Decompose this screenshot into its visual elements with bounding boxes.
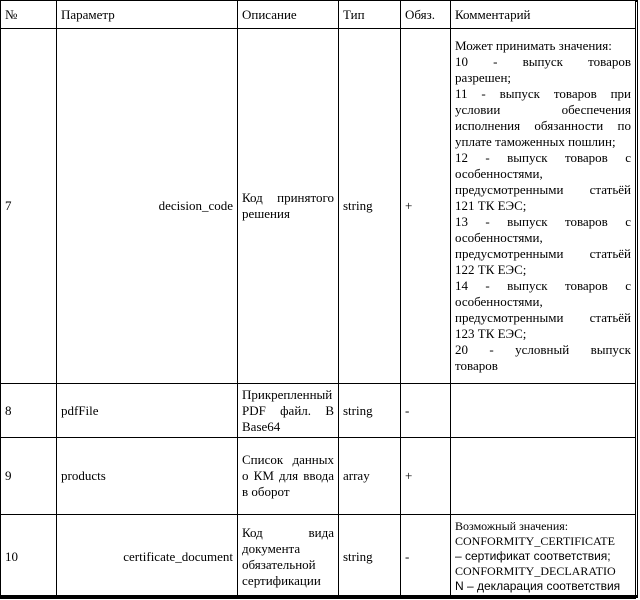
comment-line: уплате таможенных пошлин; <box>455 134 616 149</box>
cell-num: 8 <box>1 384 57 438</box>
cell-param: decision_code <box>57 29 238 384</box>
cell-comment <box>451 438 636 515</box>
comment-line: Может принимать значения: <box>455 38 612 53</box>
header-type: Тип <box>339 1 401 29</box>
cell-type: array <box>339 438 401 515</box>
header-row <box>1 1 636 29</box>
comment-line: особенностями, <box>455 294 543 309</box>
comment-line: исполнения обязанности по <box>455 118 631 133</box>
cell-num: 10 <box>1 515 57 599</box>
comment-line: N – декларация соответствия <box>455 579 621 593</box>
comment-line: – сертификат соответствия; <box>455 549 611 563</box>
header-num: № <box>1 1 57 29</box>
header-desc: Описание <box>238 1 339 29</box>
cell-desc: Список данных о КМ для ввода в оборот <box>238 438 339 515</box>
header-req: Обяз. <box>401 1 451 29</box>
header-param: Параметр <box>57 1 238 29</box>
table-row <box>1 438 636 515</box>
cell-type: string <box>339 515 401 599</box>
comment-line: разрешен; <box>455 70 512 85</box>
comment-line: CONFORMITY_DECLARATIO <box>455 564 616 578</box>
cell-comment <box>451 515 636 599</box>
comment-line: 11 - выпуск товаров при <box>455 86 631 101</box>
comment-line: 121 ТК ЕЭС; <box>455 198 527 213</box>
comment-line: CONFORMITY_CERTIFICATE <box>455 534 615 548</box>
comment-line: предусмотренными статьёй <box>455 246 631 261</box>
cell-num: 9 <box>1 438 57 515</box>
cell-comment <box>451 384 636 438</box>
table-row <box>1 29 636 384</box>
cell-type: string <box>339 29 401 384</box>
cell-desc: Код принятого решения <box>238 29 339 384</box>
comment-line: 10 - выпуск товаров <box>455 54 631 69</box>
cell-desc: Код вида документа обязательной сертификации <box>238 515 339 599</box>
cell-num: 7 <box>1 29 57 384</box>
comment-line: предусмотренными статьёй <box>455 182 631 197</box>
comment-line: 20 - условный выпуск <box>455 342 631 357</box>
cell-type: string <box>339 384 401 438</box>
cell-param: pdfFile <box>57 384 238 438</box>
comment-line: 13 - выпуск товаров с <box>455 214 631 229</box>
comment-line: особенностями, <box>455 166 543 181</box>
comment-lines <box>455 38 631 374</box>
comment-line: условии обеспечения <box>455 102 631 117</box>
cell-req: - <box>401 515 451 599</box>
table-row <box>1 515 636 599</box>
comment-line: товаров <box>455 358 498 373</box>
comment-line: 14 - выпуск товаров с <box>455 278 631 293</box>
comment-line: 123 ТК ЕЭС; <box>455 326 527 341</box>
cell-req: + <box>401 29 451 384</box>
table-row <box>1 384 636 438</box>
cell-req: - <box>401 384 451 438</box>
comment-line: предусмотренными статьёй <box>455 310 631 325</box>
comment-line: Возможный значения: <box>455 519 569 533</box>
comment-line: особенностями, <box>455 230 543 245</box>
cell-req: + <box>401 438 451 515</box>
comment-line: 12 - выпуск товаров с <box>455 150 631 165</box>
cell-comment <box>451 29 636 384</box>
comment-line: 122 ТК ЕЭС; <box>455 262 527 277</box>
header-comment: Комментарий <box>451 1 636 29</box>
cell-param: products <box>57 438 238 515</box>
cell-desc: Прикрепленный PDF файл. В Base64 <box>238 384 339 438</box>
cell-param: certificate_document <box>57 515 238 599</box>
